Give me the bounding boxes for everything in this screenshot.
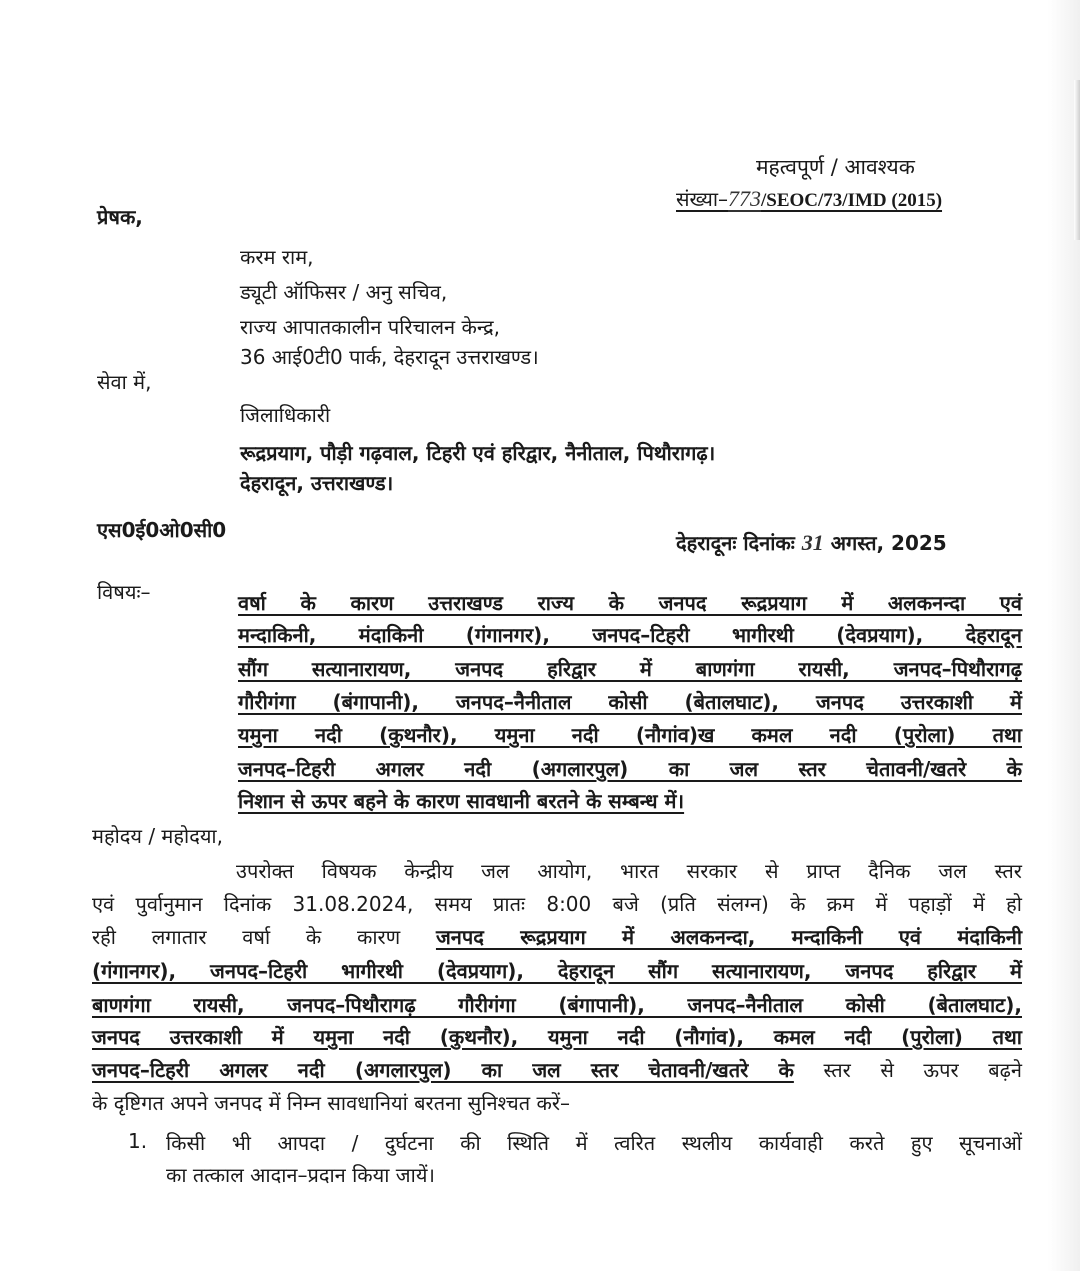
body-line3-plain: रही लगातार वर्षा के कारण — [92, 925, 401, 949]
instruction-line: का तत्काल आदान–प्रदान किया जायें। — [166, 1163, 436, 1187]
subject-line: मन्दाकिनी, मंदाकिनी (गंगानगर), जनपद–टिहरी भागीरथी (देवप्रयाग), देहरादून — [238, 623, 1022, 647]
subject-line: यमुना नदी (कुथनौर), यमुना नदी (नौगांव)ख कमल नदी (पुरोला) तथा — [238, 723, 1022, 747]
date-month-year: अगस्त, 2025 — [830, 531, 947, 555]
subject-line: जनपद–टिहरी अगलर नदी (अगलारपुल) का जल स्तर चेतावनी/खतरे के — [238, 757, 1022, 781]
number-reference: /SEOC/73/IMD (2015) — [761, 190, 943, 211]
priority-label: महत्वपूर्ण / आवश्यक — [756, 155, 915, 179]
salutation: महोदय / महोदया, — [92, 824, 223, 848]
body-line: उपरोक्त विषयक केन्द्रीय जल आयोग, भारत सरकार से प्राप्त दैनिक जल स्तर — [236, 859, 1022, 883]
date-day-handwritten: 31 — [801, 530, 824, 555]
page-edge-shadow — [1074, 80, 1080, 240]
office-code: एस0ई0ओ0सी0 — [97, 518, 227, 542]
instruction-number: 1. — [128, 1129, 148, 1153]
body-line7-underlined: जनपद–टिहरी अगलर नदी (अगलारपुल) का जल स्तर चेतावनी/खतरे के — [92, 1058, 794, 1082]
sender-office: राज्य आपातकालीन परिचालन केन्द्र, — [240, 315, 501, 339]
subject-label: विषयः– — [97, 580, 151, 604]
body-line: के दृष्टिगत अपने जनपद में निम्न सावधानियां बरतना सुनिश्चत करें– — [92, 1091, 571, 1115]
number-label: संख्या– — [676, 187, 728, 211]
recipient-location: देहरादून, उत्तराखण्ड। — [240, 471, 394, 495]
body-line3-underlined: जनपद रूद्रप्रयाग में अलकनन्दा, मन्दाकिनी एवं मंदाकिनी — [435, 925, 1022, 949]
recipient-label: सेवा में, — [97, 370, 152, 394]
letter-number — [676, 186, 942, 214]
body-line7-plain: स्तर से ऊपर बढ़ने — [823, 1058, 1022, 1082]
letter-date — [676, 530, 947, 556]
sender-address: 36 आई0टी0 पार्क, देहरादून उत्तराखण्ड। — [240, 345, 539, 369]
number-handwritten: 773 — [728, 186, 761, 211]
body-line — [92, 1057, 1022, 1083]
body-line: बाणगंगा रायसी, जनपद–पिथौरागढ़ गौरीगंगा (बंगापानी), जनपद–नैनीताल कोसी (बेतालघाट), — [92, 993, 1022, 1017]
sender-name: करम राम, — [240, 245, 314, 269]
body-line: जनपद उत्तरकाशी में यमुना नदी (कुथनौर), यमुना नदी (नौगांव), कमल नदी (पुरोला) तथा — [92, 1025, 1022, 1049]
date-place-label: देहरादूनः दिनांकः — [676, 531, 795, 555]
sender-label: प्रेषक, — [97, 205, 143, 229]
subject-line: वर्षा के कारण उत्तराखण्ड राज्य के जनपद रूद्रप्रयाग में अलकनन्दा एवं — [238, 591, 1022, 615]
recipient-districts: रूद्रप्रयाग, पौड़ी गढ़वाल, टिहरी एवं हरिद्वार, नैनीताल, पिथौरागढ़। — [240, 441, 716, 465]
subject-line: गौरीगंगा (बंगापानी), जनपद–नैनीताल कोसी (बेतालघाट), जनपद उत्तरकाशी में — [238, 690, 1022, 714]
sender-designation: ड्यूटी ऑफिसर / अनु सचिव, — [240, 280, 448, 304]
instruction-line: किसी भी आपदा / दुर्घटना की स्थिति में त्वरित स्थलीय कार्यवाही करते हुए सूचनाओं — [166, 1131, 1022, 1155]
subject-line: निशान से ऊपर बहने के कारण सावधानी बरतने के सम्बन्ध में। — [238, 789, 685, 813]
body-line: एवं पुर्वानुमान दिनांक 31.08.2024, समय प्रातः 8:00 बजे (प्रति संलग्न) के क्रम में पहाड़ों में हो — [92, 892, 1022, 916]
body-line: (गंगानगर), जनपद–टिहरी भागीरथी (देवप्रयाग), देहरादून सौंग सत्यानारायण, जनपद हरिद्वार में — [92, 959, 1022, 983]
body-line — [92, 924, 1022, 950]
recipient-title: जिलाधिकारी — [240, 403, 331, 427]
subject-line: सौंग सत्यानारायण, जनपद हरिद्वार में बाणगंगा रायसी, जनपद–पिथौरागढ़ — [238, 657, 1022, 681]
